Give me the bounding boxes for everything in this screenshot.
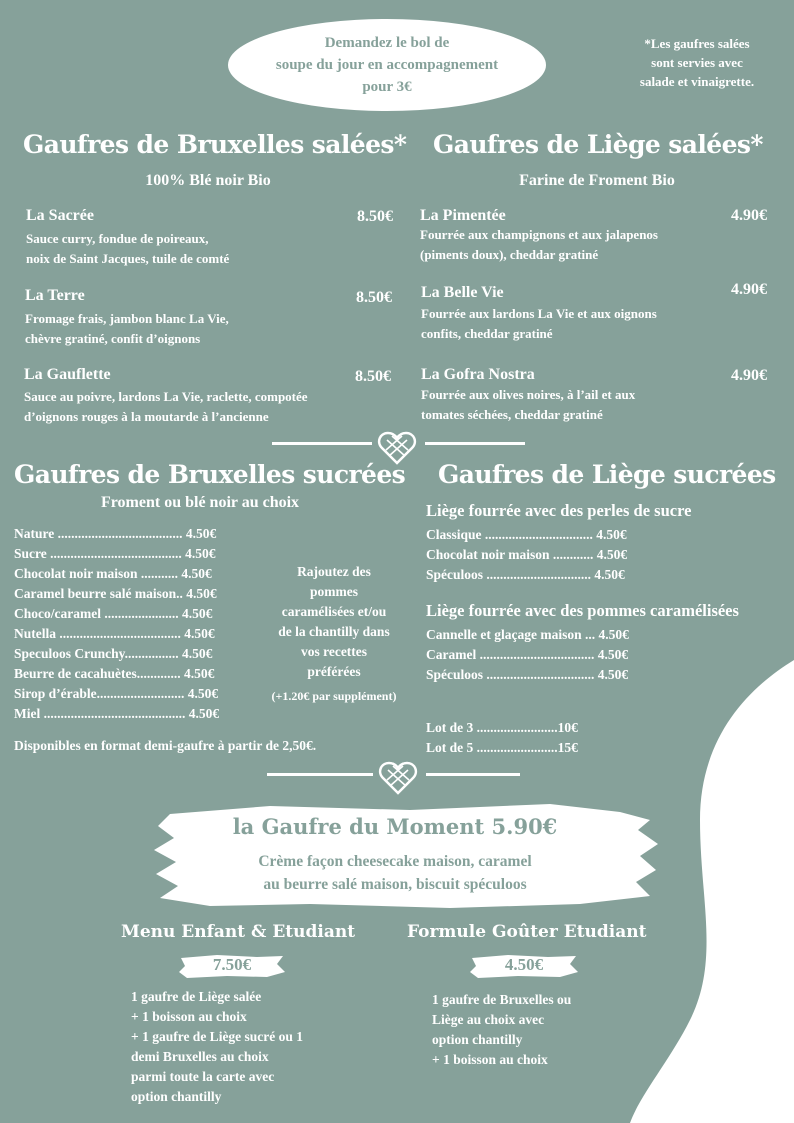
brussels-sweet-list xyxy=(14,524,219,724)
formule-gouter-description: 1 gaufre de Bruxelles ou Liège au choix avec option chantilly + 1 boisson au choix xyxy=(432,992,572,1067)
list-item: Caramel beurre salé maison.. 4.50€ xyxy=(14,586,217,601)
liege-sweet-group2-heading: Liège fourrée avec des pommes caramélisées xyxy=(426,601,739,620)
item-name-la-terre: La Terre xyxy=(25,287,85,304)
toppings-note: Rajoutez des pommes caramélisées et/ou de la chantilly dans vos recettes préférées (+1.20€ par supplément) xyxy=(262,562,406,706)
list-item: Nutella .................................... 4.50€ xyxy=(14,626,215,641)
liege-savory-title: Gaufres de Liège salées* xyxy=(433,130,763,159)
list-item: Speculoos Crunchy................ 4.50€ xyxy=(14,646,213,661)
item-name-la-sacree: La Sacrée xyxy=(26,207,94,224)
list-item: Beurre de cacahuètes............. 4.50€ xyxy=(14,666,215,681)
divider-line-left xyxy=(267,773,373,776)
list-item: Lot de 5 ........................15€ xyxy=(426,740,578,755)
lot-list xyxy=(426,718,578,758)
divider-line-left xyxy=(272,442,372,445)
liege-savory-subtitle: Farine de Froment Bio xyxy=(519,172,675,189)
item-name-la-gauflette: La Gauflette xyxy=(24,366,111,383)
moment-title: la Gaufre du Moment 5.90€ xyxy=(232,814,558,839)
item-name-la-pimentee: La Pimentée xyxy=(420,207,506,224)
item-desc-la-gofra-nostra: Fourrée aux olives noires, à l’ail et aux tomates séchées, cheddar gratiné xyxy=(421,387,636,422)
heart-knot-icon xyxy=(378,760,418,796)
list-item: Classique ................................ 4.50€ xyxy=(426,527,627,542)
brussels-savory-subtitle: 100% Blé noir Bio xyxy=(145,172,271,189)
half-waffle-note: Disponibles en format demi-gaufre à partir de 2,50€. xyxy=(14,738,317,753)
moment-description: Crème façon cheesecake maison, caramel au beurre salé maison, biscuit spéculoos xyxy=(258,853,532,893)
brussels-sweet-title: Gaufres de Bruxelles sucrées xyxy=(14,460,406,489)
brussels-savory-title: Gaufres de Bruxelles salées* xyxy=(23,130,407,159)
item-price-la-pimentee: 4.90€ xyxy=(731,207,767,224)
list-item: Nature ..................................... 4.50€ xyxy=(14,526,217,541)
divider-line-right xyxy=(426,773,520,776)
item-price-la-gofra-nostra: 4.90€ xyxy=(731,367,767,384)
menu-enfant-price: 7.50€ xyxy=(212,955,252,974)
brussels-sweet-subtitle: Froment ou blé noir au choix xyxy=(100,494,300,511)
list-item: Sirop d’érable.......................... 4.50€ xyxy=(14,686,219,701)
formule-gouter-title: Formule Goûter Etudiant xyxy=(407,922,647,942)
item-desc-la-terre: Fromage frais, jambon blanc La Vie, chèvre gratiné, confit d’oignons xyxy=(25,311,229,346)
list-item: Choco/caramel ...................... 4.50€ xyxy=(14,606,213,621)
list-item: Sucre ....................................... 4.50€ xyxy=(14,546,216,561)
liege-sweet-title: Gaufres de Liège sucrées xyxy=(438,460,776,489)
item-desc-la-pimentee: Fourrée aux champignons et aux jalapenos (piments doux), cheddar gratiné xyxy=(420,227,658,262)
liege-sweet-group1-list xyxy=(426,525,627,585)
item-price-la-terre: 8.50€ xyxy=(356,289,392,306)
menu-enfant-title: Menu Enfant & Etudiant xyxy=(121,922,356,942)
item-price-la-sacree: 8.50€ xyxy=(357,208,393,225)
savory-side-note: *Les gaufres salées sont servies avec salade et vinaigrette. xyxy=(639,36,755,89)
item-desc-la-gauflette: Sauce au poivre, lardons La Vie, raclette, compotée d’oignons rouges à la moutarde à l’ancienne xyxy=(24,389,308,424)
list-item: Caramel .................................. 4.50€ xyxy=(426,647,629,662)
divider-line-right xyxy=(425,442,525,445)
item-name-la-belle-vie: La Belle Vie xyxy=(421,284,504,301)
formule-gouter-price: 4.50€ xyxy=(504,955,544,974)
list-item: Spéculoos ............................... 4.50€ xyxy=(426,567,625,582)
list-item: Chocolat noir maison ........... 4.50€ xyxy=(14,566,212,581)
list-item: Cannelle et glaçage maison ... 4.50€ xyxy=(426,627,629,642)
toppings-price: (+1.20€ par supplément) xyxy=(271,689,397,703)
list-item: Chocolat noir maison ............ 4.50€ xyxy=(426,547,628,562)
item-name-la-gofra-nostra: La Gofra Nostra xyxy=(421,366,535,383)
item-price-la-gauflette: 8.50€ xyxy=(355,368,391,385)
item-desc-la-sacree: Sauce curry, fondue de poireaux, noix de Saint Jacques, tuile de comté xyxy=(26,231,230,266)
soup-offer-text: Demandez le bol de soupe du jour en accompagnement pour 3€ xyxy=(275,35,499,95)
item-desc-la-belle-vie: Fourrée aux lardons La Vie et aux oignons confits, cheddar gratiné xyxy=(421,306,657,341)
list-item: Miel .......................................... 4.50€ xyxy=(14,706,220,721)
list-item: Spéculoos ................................ 4.50€ xyxy=(426,667,629,682)
menu-enfant-description: 1 gaufre de Liège salée + 1 boisson au choix + 1 gaufre de Liège sucré ou 1 demi Bruxelles au choix parmi toute la carte avec option chantilly xyxy=(131,989,304,1104)
liege-sweet-group2-list xyxy=(426,625,629,685)
list-item: Lot de 3 ........................10€ xyxy=(426,720,578,735)
item-price-la-belle-vie: 4.90€ xyxy=(731,281,767,298)
liege-sweet-group1-heading: Liège fourrée avec des perles de sucre xyxy=(426,501,692,520)
